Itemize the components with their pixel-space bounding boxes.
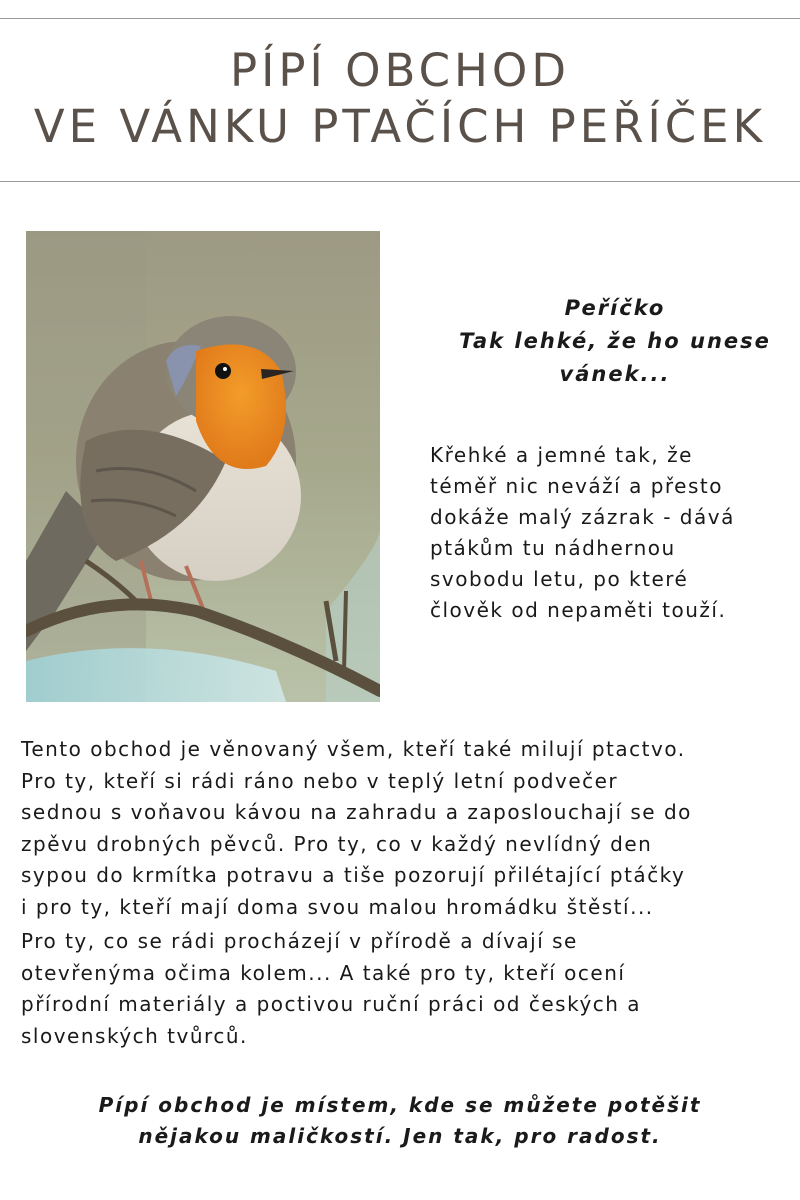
quote-line: Peříčko [564,296,666,320]
page-header [0,18,800,182]
intro-paragraph [21,734,791,923]
feather-quote [420,292,800,391]
paragraph-line: Pro ty, kteří si rádi ráno nebo v teplý letní podvečer [21,768,619,793]
paragraph-line: slovenských tvůrců. [21,1023,248,1048]
second-paragraph [21,926,791,1052]
paragraph-line: sypou do krmítka potravu a tiše pozorují přilétající ptáčky [21,863,686,887]
page-title-line-2: VE VÁNKU PTAČÍCH PEŘÍČEK [33,100,767,153]
paragraph-line: otevřenýma očima kolem... A také pro ty, kteří ocení [21,960,626,985]
quote-line: Tak lehké, že ho unese [459,329,771,353]
paragraph-line: Tento obchod je věnovaný všem, kteří také milují ptactvo. [21,737,686,761]
description-line: Křehké a jemné tak, že [430,443,693,467]
description-line: svobodu letu, po které [430,567,689,591]
paragraph-line: přírodní materiály a poctivou ruční práci od českých a [21,992,642,1016]
paragraph-line: i pro ty, kteří mají doma svou malou hromádku štěstí... [21,894,654,919]
description-line: téměř nic neváží a přesto [430,474,723,498]
closing-statement [0,1090,800,1152]
feather-description [430,440,780,626]
paragraph-line: Pro ty, co se rádi procházejí v přírodě a dívají se [21,929,578,953]
closing-line: nějakou maličkostí. Jen tak, pro radost. [138,1124,662,1148]
paragraph-line: zpěvu drobných pěvců. Pro ty, co v každý nevlídný den [21,831,653,856]
robin-photo [26,231,380,702]
page-title-line-1: PÍPÍ OBCHOD [230,44,570,97]
paragraph-line: sednou s voňavou kávou na zahradu a zaposlouchají se do [21,800,692,824]
description-line: dokáže malý zázrak - dává [430,505,735,529]
description-line: ptákům tu nádhernou [430,536,676,560]
robin-bird-icon [26,231,380,702]
quote-line: vánek... [559,362,671,386]
closing-line: Pípí obchod je místem, kde se můžete potěšit [98,1093,702,1117]
description-line: člověk od nepaměti touží. [430,598,727,622]
